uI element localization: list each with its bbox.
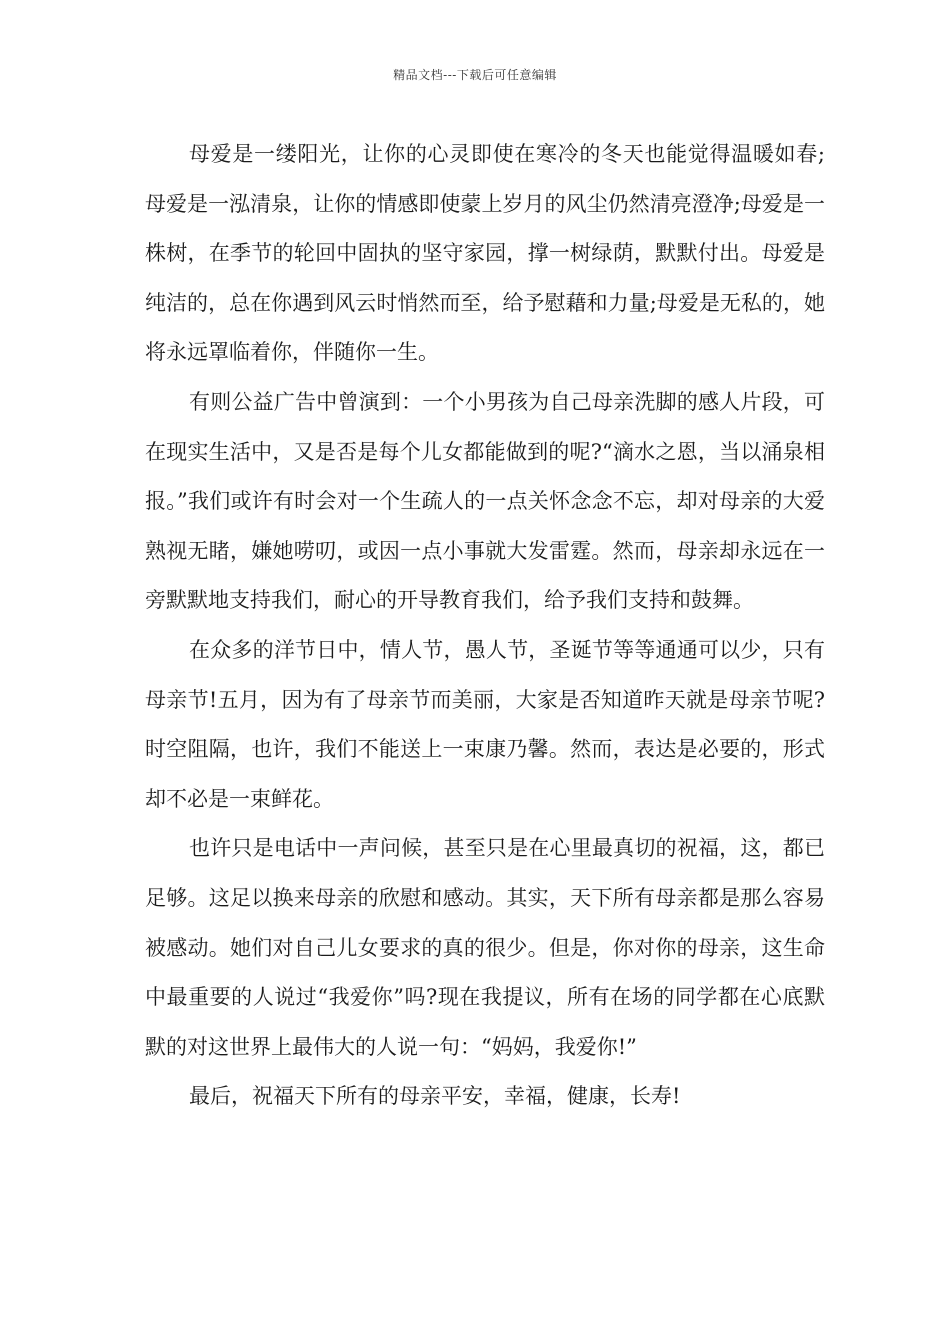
document-body bbox=[145, 130, 825, 1122]
paragraph: 也许只是电话中一声问候，甚至只是在心里最真切的祝福，这，都已足够。这足以换来母亲的欣慰和感动。其实，天下所有母亲都是那么容易被感动。她们对自己儿女要求的真的很少。但是，你对你的母亲，这生命中最重要的人说过“我爱你”吗?现在我提议，所有在场的同学都在心底默默的对这世界上最伟大的人说一句：“妈妈，我爱你!” bbox=[145, 836, 825, 1059]
paragraph: 有则公益广告中曾演到：一个小男孩为自己母亲洗脚的感人片段，可在现实生活中，又是否是每个儿女都能做到的呢?“滴水之恩，当以涌泉相报。”我们或许有时会对一个生疏人的一点关怀念念不忘，却对母亲的大爱熟视无睹，嫌她唠叨，或因一点小事就大发雷霆。然而，母亲却永远在一旁默默地支持我们，耐心的开导教育我们，给予我们支持和鼓舞。 bbox=[145, 389, 825, 613]
paragraph: 母爱是一缕阳光，让你的心灵即使在寒冷的冬天也能觉得温暖如春;母爱是一泓清泉，让你的情感即使蒙上岁月的风尘仍然清亮澄净;母爱是一株树，在季节的轮回中固执的坚守家园，撑一树绿荫，默默付出。母爱是纯洁的，总在你遇到风云时悄然而至，给予慰藉和力量;母爱是无私的，她将永远罩临着你，伴随你一生。 bbox=[145, 142, 825, 365]
page-header: 精品文档---下载后可任意编辑 bbox=[393, 68, 557, 82]
paragraph: 最后，祝福天下所有的母亲平安，幸福，健康，长寿! bbox=[189, 1084, 681, 1109]
paragraph: 在众多的洋节日中，情人节，愚人节，圣诞节等等通通可以少，只有母亲节!五月，因为有了母亲节而美丽，大家是否知道昨天就是母亲节呢?时空阻隔，也许，我们不能送上一束康乃馨。然而，表达是必要的，形式却不必是一束鲜花。 bbox=[145, 637, 825, 811]
